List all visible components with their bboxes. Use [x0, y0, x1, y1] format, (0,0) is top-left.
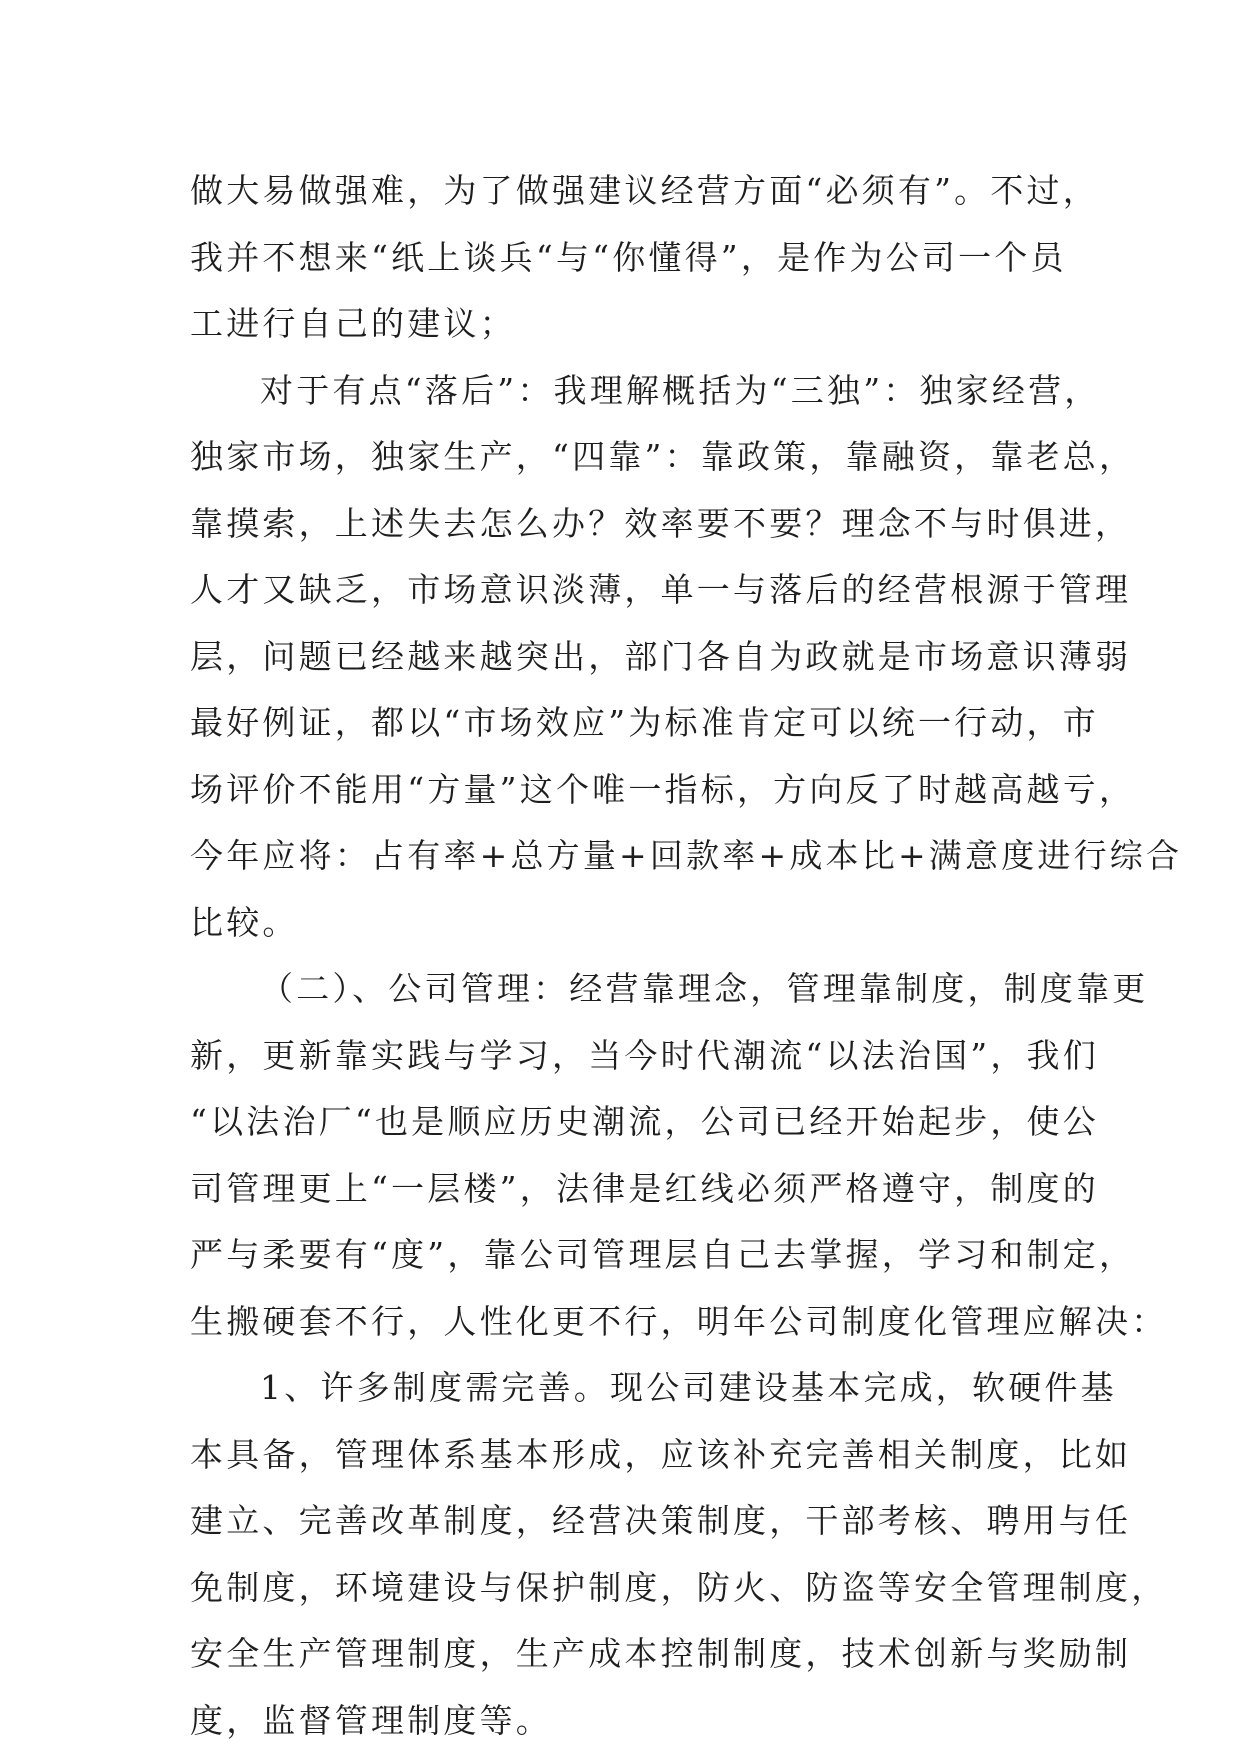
text-line: 人才又缺乏，市场意识淡薄，单一与落后的经营根源于管理	[190, 570, 1132, 609]
text-line: 层，问题已经越来越突出，部门各自为政就是市场意识薄弱	[190, 636, 1132, 676]
paragraph-first-line: （二）、公司管理：经营靠理念，管理靠制度，制度靠更	[260, 969, 1149, 1008]
paragraph-first-line: 对于有点“落后”：我理解概括为“三独”：独家经营，	[260, 370, 1101, 410]
text-line: 做大易做强难，为了做强建议经营方面“必须有”。不过，	[190, 171, 1099, 210]
text-line: “以法治厂“也是顺应历史潮流，公司已经开始起步，使公	[190, 1102, 1099, 1141]
text-line: 本具备，管理体系基本形成，应该补充完善相关制度，比如	[190, 1434, 1132, 1474]
text-line: 比较。	[190, 902, 299, 942]
document-body-text	[190, 158, 1183, 1754]
text-line: 我并不想来“纸上谈兵“与“你懂得”，是作为公司一个员	[190, 237, 1067, 277]
text-line: 最好例证，都以“市场效应”为标准肯定可以统一行动，市	[190, 703, 1099, 742]
text-line: 度，监督管理制度等。	[190, 1700, 552, 1740]
text-line: 靠摸索，上述失去怎么办？效率要不要？理念不与时俱进，	[190, 503, 1132, 543]
text-line: 安全生产管理制度，生产成本控制制度，技术创新与奖励制	[190, 1634, 1132, 1673]
text-line: 严与柔要有“度”，靠公司管理层自己去掌握，学习和制定，	[190, 1235, 1136, 1274]
text-line: 场评价不能用“方量”这个唯一指标，方向反了时越高越亏，	[190, 769, 1136, 809]
text-line: 今年应将：占有率+总方量+回款率+成本比+满意度进行综合	[190, 836, 1183, 875]
text-line: 免制度，环境建设与保护制度，防火、防盗等安全管理制度，	[190, 1567, 1168, 1607]
text-line: 建立、完善改革制度，经营决策制度，干部考核、聘用与任	[190, 1501, 1132, 1540]
paragraph-first-line: 1、许多制度需完善。现公司建设基本完成，软硬件基	[260, 1368, 1117, 1407]
text-line: 独家市场，独家生产，“四靠”：靠政策，靠融资，靠老总，	[190, 437, 1136, 476]
text-line: 司管理更上“一层楼”，法律是红线必须严格遵守，制度的	[190, 1168, 1099, 1208]
text-line: 新，更新靠实践与学习，当今时代潮流“以法治国”，我们	[190, 1035, 1099, 1075]
text-line: 工进行自己的建议；	[190, 304, 516, 343]
text-line: 生搬硬套不行，人性化更不行，明年公司制度化管理应解决：	[190, 1301, 1168, 1341]
